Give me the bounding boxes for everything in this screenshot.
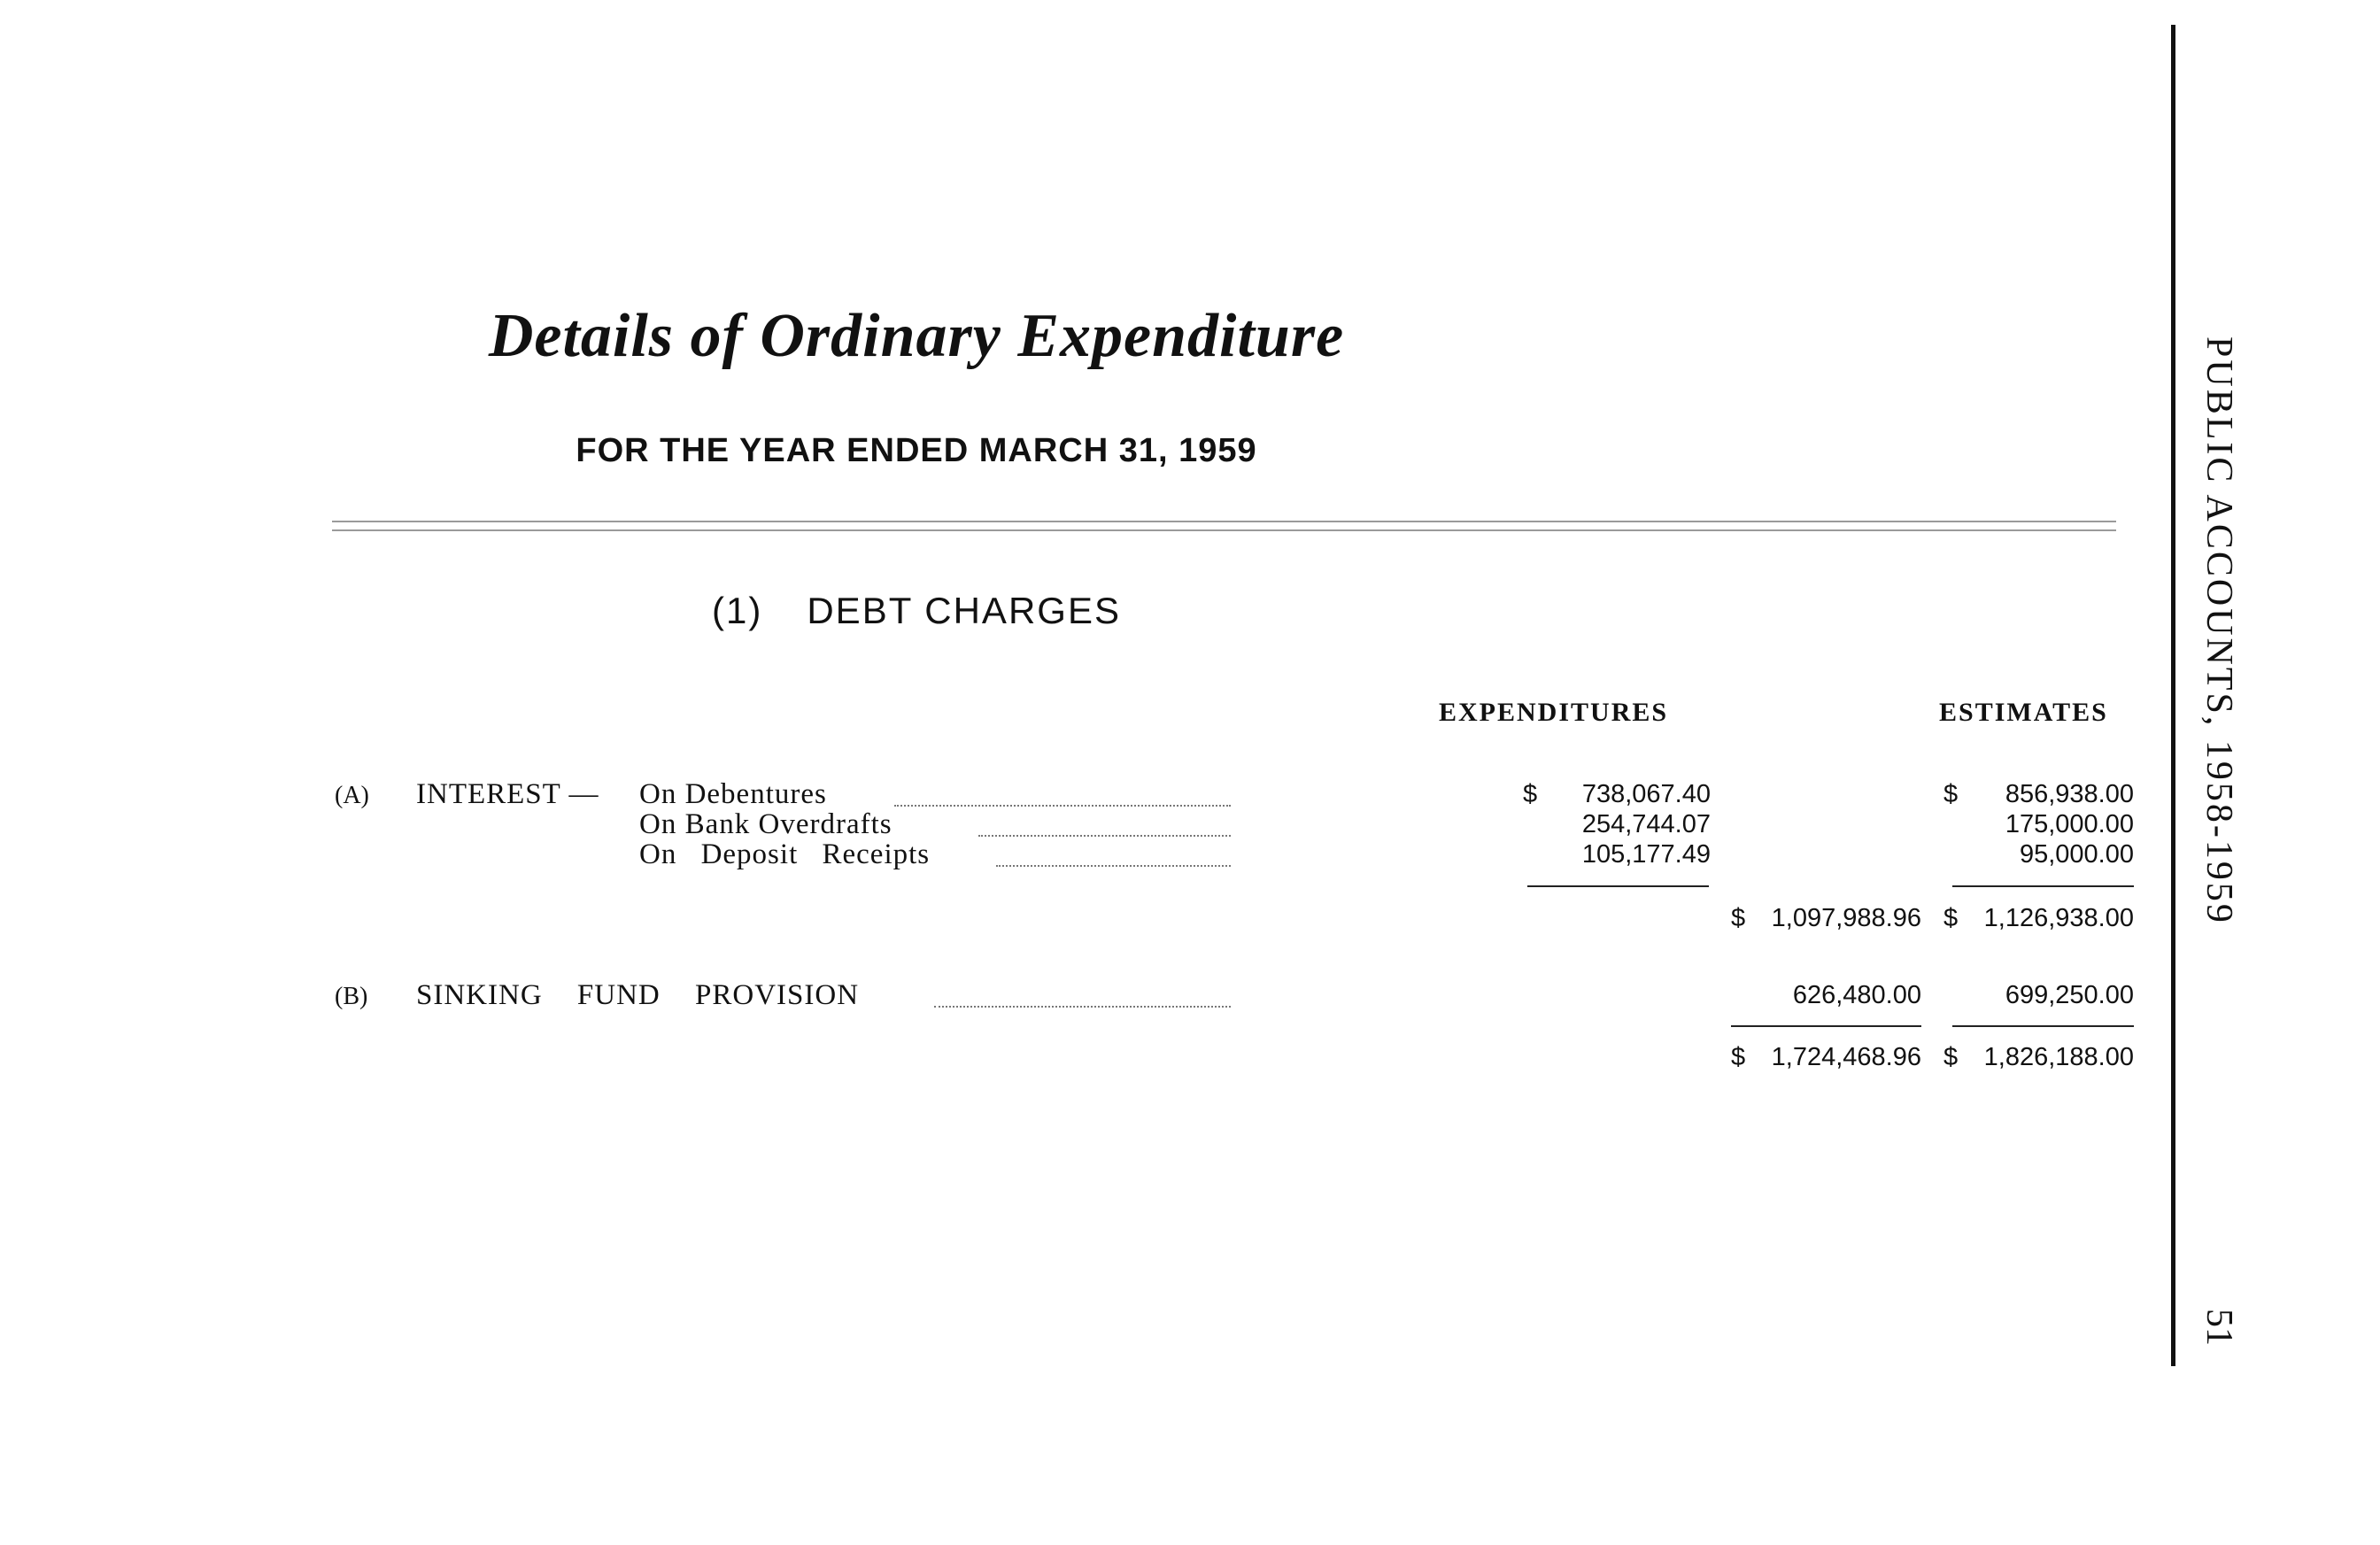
header-rule-top bbox=[332, 521, 2116, 522]
page-number: 51 bbox=[2198, 1309, 2239, 1346]
estimate-value: 175,000.00 bbox=[2005, 810, 2134, 838]
estimate-value: 856,938.00 bbox=[2005, 780, 2134, 808]
page-subtitle: FOR THE YEAR ENDED MARCH 31, 1959 bbox=[576, 432, 1257, 469]
subtotal-rule bbox=[1527, 885, 1709, 887]
page-title: Details of Ordinary Expenditure bbox=[488, 302, 1345, 370]
interest-item-label: On Bank Overdrafts bbox=[639, 808, 892, 840]
leader-dots bbox=[934, 1006, 1231, 1008]
leader-dots bbox=[978, 835, 1231, 837]
header-rule-bottom bbox=[332, 529, 2116, 531]
sinking-fund-marker: (B) bbox=[335, 983, 368, 1010]
section-heading bbox=[0, 590, 1833, 632]
interest-item-label: On Deposit Receipts bbox=[639, 838, 931, 870]
section-title: DEBT CHARGES bbox=[807, 590, 1121, 631]
interest-heading: INTEREST — bbox=[416, 778, 599, 810]
estimate-value: 95,000.00 bbox=[2019, 840, 2134, 869]
sinking-fund-label: SINKING FUND PROVISION bbox=[416, 979, 860, 1011]
interest-subtotal-expenditure: 1,097,988.96 bbox=[1771, 904, 1921, 932]
total-expenditure: 1,724,468.96 bbox=[1771, 1043, 1921, 1071]
subtotal-rule bbox=[1952, 885, 2134, 887]
running-head bbox=[2198, 336, 2251, 1009]
column-header-estimates: ESTIMATES bbox=[1939, 698, 2108, 727]
section-number: (1) bbox=[712, 590, 763, 631]
expenditure-value: 738,067.40 bbox=[1581, 780, 1711, 808]
total-rule bbox=[1952, 1025, 2134, 1027]
dollar-sign: $ bbox=[1523, 780, 1538, 808]
running-head-text: PUBLIC ACCOUNTS, 1958-1959 bbox=[2198, 336, 2239, 925]
dollar-sign: $ bbox=[1731, 1043, 1746, 1071]
interest-item-label: On Debentures bbox=[639, 778, 827, 810]
interest-marker: (A) bbox=[335, 782, 369, 809]
dollar-sign: $ bbox=[1943, 904, 1959, 932]
leader-dots bbox=[894, 805, 1231, 807]
interest-subtotal-estimate: 1,126,938.00 bbox=[1983, 904, 2134, 932]
dollar-sign: $ bbox=[1943, 780, 1959, 808]
expenditure-value: 254,744.07 bbox=[1581, 810, 1711, 838]
margin-rule bbox=[2171, 25, 2175, 1366]
column-header-expenditures: EXPENDITURES bbox=[1439, 698, 1669, 727]
dollar-sign: $ bbox=[1943, 1043, 1959, 1071]
total-estimate: 1,826,188.00 bbox=[1983, 1043, 2134, 1071]
leader-dots bbox=[996, 865, 1231, 867]
sinking-fund-expenditure: 626,480.00 bbox=[1792, 981, 1921, 1009]
dollar-sign: $ bbox=[1731, 904, 1746, 932]
total-rule bbox=[1731, 1025, 1921, 1027]
expenditure-value: 105,177.49 bbox=[1581, 840, 1711, 869]
sinking-fund-estimate: 699,250.00 bbox=[2005, 981, 2134, 1009]
